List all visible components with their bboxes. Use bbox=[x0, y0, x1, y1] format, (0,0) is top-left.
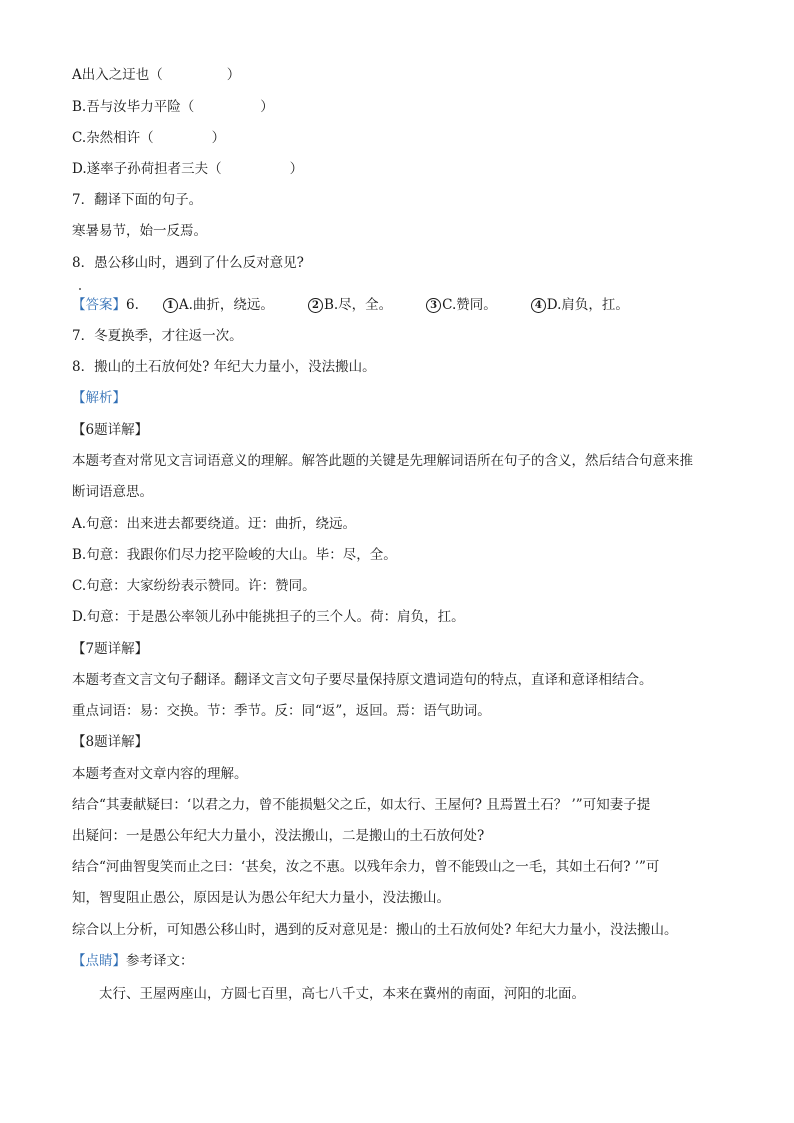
answer-q7: 7．冬夏换季，才往返一次。 bbox=[72, 328, 243, 344]
q8-detail-paragraph-2-line-1: 结合“其妻献疑曰：‘以君之力，曾不能损魁父之丘，如太行、王屋何? 且焉置土石？ ’”可知妻子提 bbox=[72, 797, 651, 813]
dianjing-heading bbox=[72, 952, 194, 970]
option-c-text: C.杂然相许（ bbox=[72, 130, 154, 146]
q8-detail-paragraph-2-line-2: 出疑问：一是愚公年纪大力量小，没法搬山，二是搬山的土石放何处? bbox=[72, 828, 485, 844]
q8-detail-paragraph-1: 本题考查对文章内容的理解。 bbox=[72, 766, 248, 782]
q8-detail-paragraph-4: 综合以上分析，可知愚公移山时，遇到的反对意见是：搬山的土石放何处? 年纪大力量小，没法搬山。 bbox=[72, 922, 678, 938]
question-8: 8．愚公移山时，遇到了什么反对意见? bbox=[72, 255, 304, 271]
option-a-close-paren: ） bbox=[226, 67, 241, 83]
option-b-close-paren: ） bbox=[260, 99, 274, 115]
circled-number-2: 2 bbox=[308, 298, 323, 313]
question-6-option-d bbox=[72, 160, 303, 178]
stray-dot bbox=[79, 288, 81, 290]
circled-number-1: 1 bbox=[163, 298, 178, 313]
question-6-option-c bbox=[72, 129, 225, 147]
option-b-text: B.吾与汝毕力平险（ bbox=[72, 99, 195, 115]
answer-item-3: C.赞同。 bbox=[442, 297, 497, 313]
answer-item-1: A.曲折，绕远。 bbox=[178, 297, 274, 313]
q8-detail-paragraph-3-line-2: 知，智叟阻止愚公，原因是认为愚公年纪大力量小，没法搬山。 bbox=[72, 890, 450, 906]
circled-number-3: 3 bbox=[426, 298, 441, 313]
option-a-text: A出入之迂也（ bbox=[72, 67, 163, 83]
answer-q6-prefix: 6. bbox=[126, 297, 139, 313]
q7-detail-paragraph-2: 重点词语：易：交换。节：季节。反：同“返”，返回。焉：语气助词。 bbox=[72, 703, 491, 719]
circled-number-4: 4 bbox=[531, 298, 546, 313]
q7-detail-header: 【7题详解】 bbox=[72, 641, 149, 657]
question-7: 7．翻译下面的句子。 bbox=[72, 192, 203, 208]
answer-q6 bbox=[72, 296, 629, 314]
question-6-option-a bbox=[72, 66, 240, 84]
answer-item-4: D.肩负，扛。 bbox=[546, 297, 629, 313]
answer-item-2: B.尽，全。 bbox=[323, 297, 393, 313]
q6-detail-paragraph-line-2: 断词语意思。 bbox=[72, 484, 153, 500]
q6-detail-header: 【6题详解】 bbox=[72, 422, 149, 438]
option-c-close-paren: ） bbox=[211, 130, 226, 146]
q8-detail-paragraph-3-line-1: 结合“河曲智叟笑而止之曰：‘甚矣，汝之不惠。以残年余力，曾不能毁山之一毛，其如土石何? ’”可 bbox=[72, 859, 660, 875]
analysis-label: 【解析】 bbox=[72, 390, 126, 406]
question-6-option-b bbox=[72, 98, 274, 116]
dianjing-label: 【点睛】 bbox=[72, 953, 126, 969]
answer-label: 【答案】 bbox=[72, 297, 126, 313]
option-d-text: D.遂率子孙荷担者三夫（ bbox=[72, 161, 222, 177]
reference-translation-paragraph-1: 太行、王屋两座山，方圆七百里，高七八千丈，本来在冀州的南面，河阳的北面。 bbox=[99, 986, 585, 1002]
q6-detail-c: C.句意：大家纷纷表示赞同。许：赞同。 bbox=[72, 578, 316, 594]
answer-q8: 8．搬山的土石放何处? 年纪大力量小，没法搬山。 bbox=[72, 359, 376, 375]
q6-detail-a: A.句意：出来进去都要绕道。迂：曲折，绕远。 bbox=[72, 516, 357, 532]
question-7-sentence: 寒暑易节，始一反焉。 bbox=[72, 223, 207, 239]
option-d-close-paren: ） bbox=[289, 161, 304, 177]
q6-detail-paragraph-line-1: 本题考查对常见文言词语意义的理解。解答此题的关键是先理解词语所在句子的含义，然后结合句意来推 bbox=[72, 453, 693, 469]
q6-detail-d: D.句意：于是愚公率领儿孙中能挑担子的三个人。荷：肩负，扛。 bbox=[72, 609, 465, 625]
q6-detail-b: B.句意：我跟你们尽力挖平险峻的大山。毕：尽，全。 bbox=[72, 547, 397, 563]
dianjing-title: 参考译文： bbox=[126, 953, 194, 969]
q8-detail-header: 【8题详解】 bbox=[72, 734, 149, 750]
q7-detail-paragraph-1: 本题考查文言文句子翻译。翻译文言文句子要尽量保持原文遣词造句的特点，直译和意译相结合。 bbox=[72, 672, 653, 688]
